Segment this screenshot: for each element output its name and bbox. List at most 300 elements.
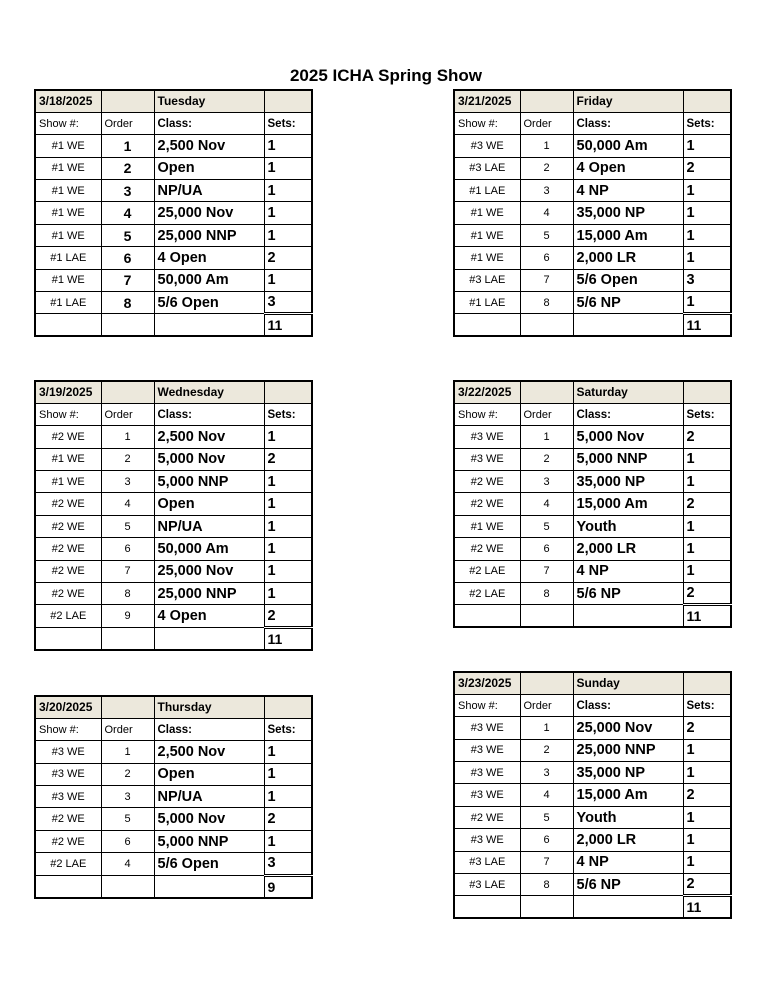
show-number-cell: #2 WE: [35, 830, 101, 852]
sets-header: Sets:: [264, 112, 312, 134]
blank-cell: [454, 896, 520, 918]
sets-cell: 1: [264, 763, 312, 785]
order-cell: 6: [520, 829, 573, 851]
sets-cell: 1: [683, 180, 731, 202]
table-row: [35, 830, 312, 852]
total-row: [454, 896, 731, 918]
class-cell: 25,000 NNP: [573, 739, 683, 761]
class-cell: 5,000 Nov: [154, 448, 264, 470]
show-number-header: Show #:: [35, 718, 101, 740]
show-number-cell: #3 WE: [454, 739, 520, 761]
class-cell: 5/6 NP: [573, 583, 683, 605]
order-cell: 2: [520, 739, 573, 761]
show-number-cell: #1 WE: [454, 247, 520, 269]
sets-cell: 1: [683, 851, 731, 873]
order-cell: 7: [101, 560, 154, 582]
total-sets-cell: 11: [264, 627, 312, 649]
table-row: [454, 224, 731, 246]
show-number-cell: #3 LAE: [454, 851, 520, 873]
schedule-table-wednesday: [34, 380, 313, 651]
show-number-cell: #3 WE: [35, 786, 101, 808]
sets-cell: 1: [264, 560, 312, 582]
show-number-cell: #1 LAE: [454, 292, 520, 314]
date-cell: 3/20/2025: [35, 696, 101, 718]
table-row: [35, 202, 312, 224]
sets-cell: 2: [264, 605, 312, 627]
sets-cell: 1: [264, 202, 312, 224]
show-number-cell: #1 WE: [35, 224, 101, 246]
class-cell: 25,000 NNP: [154, 583, 264, 605]
blank-cell: [520, 314, 573, 336]
order-cell: 4: [520, 784, 573, 806]
class-cell: 25,000 Nov: [154, 560, 264, 582]
header-blank-cell: [264, 90, 312, 112]
order-header: Order: [101, 112, 154, 134]
blank-cell: [454, 314, 520, 336]
sets-cell: 2: [683, 426, 731, 448]
header-blank-cell: [101, 90, 154, 112]
table-row: [35, 493, 312, 515]
sets-cell: 1: [683, 806, 731, 828]
header-blank-cell: [520, 90, 573, 112]
show-number-cell: #1 WE: [454, 224, 520, 246]
header-blank-cell: [101, 381, 154, 403]
show-number-cell: #2 WE: [35, 515, 101, 537]
table-row: [35, 515, 312, 537]
order-cell: 1: [101, 426, 154, 448]
class-cell: 50,000 Am: [154, 269, 264, 291]
header-blank-cell: [264, 381, 312, 403]
order-cell: 3: [520, 762, 573, 784]
class-cell: 15,000 Am: [573, 784, 683, 806]
class-cell: 25,000 Nov: [154, 202, 264, 224]
total-row: [35, 314, 312, 336]
sets-cell: 2: [264, 247, 312, 269]
show-number-cell: #2 WE: [454, 471, 520, 493]
order-cell: 2: [520, 448, 573, 470]
show-number-header: Show #:: [35, 403, 101, 425]
blank-cell: [573, 896, 683, 918]
class-cell: Open: [154, 157, 264, 179]
blank-cell: [573, 605, 683, 627]
show-number-header: Show #:: [454, 694, 520, 716]
date-cell: 3/19/2025: [35, 381, 101, 403]
class-header: Class:: [154, 718, 264, 740]
table-row: [35, 224, 312, 246]
order-header: Order: [520, 112, 573, 134]
class-cell: 5,000 Nov: [154, 808, 264, 830]
class-cell: 2,000 LR: [573, 829, 683, 851]
table-row: [35, 448, 312, 470]
table-row: [454, 560, 731, 582]
order-cell: 6: [520, 247, 573, 269]
sets-cell: 2: [264, 448, 312, 470]
order-cell: 4: [101, 493, 154, 515]
sets-cell: 1: [683, 202, 731, 224]
class-cell: 35,000 NP: [573, 762, 683, 784]
class-cell: 5/6 NP: [573, 292, 683, 314]
sets-cell: 1: [264, 426, 312, 448]
order-cell: 3: [101, 180, 154, 202]
class-cell: 5/6 Open: [573, 269, 683, 291]
date-cell: 3/18/2025: [35, 90, 101, 112]
total-sets-cell: 11: [683, 314, 731, 336]
order-header: Order: [101, 718, 154, 740]
sets-cell: 2: [683, 583, 731, 605]
order-cell: 3: [101, 786, 154, 808]
sets-cell: 1: [264, 224, 312, 246]
class-cell: 2,500 Nov: [154, 135, 264, 157]
show-number-header: Show #:: [35, 112, 101, 134]
blank-cell: [101, 314, 154, 336]
class-header: Class:: [573, 112, 683, 134]
show-number-cell: #3 WE: [454, 135, 520, 157]
order-cell: 7: [101, 269, 154, 291]
show-number-cell: #1 WE: [35, 269, 101, 291]
order-cell: 5: [520, 806, 573, 828]
order-cell: 6: [101, 830, 154, 852]
show-number-cell: #3 WE: [454, 762, 520, 784]
day-name-cell: Tuesday: [154, 90, 264, 112]
table-row: [35, 538, 312, 560]
sets-cell: 3: [264, 292, 312, 314]
table-row: [35, 157, 312, 179]
day-name-cell: Sunday: [573, 672, 683, 694]
sets-cell: 2: [683, 157, 731, 179]
sets-cell: 1: [683, 515, 731, 537]
table-row: [454, 471, 731, 493]
table-row: [454, 180, 731, 202]
order-cell: 7: [520, 269, 573, 291]
sets-cell: 1: [264, 471, 312, 493]
show-number-cell: #2 LAE: [454, 583, 520, 605]
show-number-cell: #3 LAE: [454, 269, 520, 291]
show-number-cell: #1 WE: [35, 202, 101, 224]
header-blank-cell: [520, 672, 573, 694]
date-cell: 3/23/2025: [454, 672, 520, 694]
show-number-cell: #2 WE: [454, 538, 520, 560]
order-cell: 1: [520, 135, 573, 157]
class-cell: 5/6 Open: [154, 292, 264, 314]
day-name-cell: Thursday: [154, 696, 264, 718]
show-number-cell: #3 WE: [35, 763, 101, 785]
day-name-cell: Wednesday: [154, 381, 264, 403]
class-cell: 5,000 NNP: [573, 448, 683, 470]
order-cell: 6: [520, 538, 573, 560]
table-row: [454, 202, 731, 224]
show-number-cell: #1 WE: [35, 471, 101, 493]
class-header: Class:: [573, 403, 683, 425]
table-row: [454, 829, 731, 851]
total-sets-cell: 11: [683, 605, 731, 627]
sets-cell: 1: [683, 135, 731, 157]
order-header: Order: [520, 403, 573, 425]
table-row: [454, 426, 731, 448]
order-cell: 5: [101, 515, 154, 537]
show-number-cell: #3 LAE: [454, 874, 520, 896]
order-header: Order: [520, 694, 573, 716]
show-number-cell: #2 WE: [35, 493, 101, 515]
blank-cell: [35, 875, 101, 897]
show-number-cell: #3 WE: [454, 829, 520, 851]
order-cell: 5: [520, 515, 573, 537]
sets-header: Sets:: [264, 718, 312, 740]
class-cell: 2,000 LR: [573, 538, 683, 560]
table-row: [35, 247, 312, 269]
class-cell: 35,000 NP: [573, 471, 683, 493]
total-sets-cell: 11: [264, 314, 312, 336]
schedule-table-sunday: [453, 671, 732, 919]
class-cell: 5/6 Open: [154, 853, 264, 875]
sets-cell: 1: [264, 786, 312, 808]
header-blank-cell: [520, 381, 573, 403]
table-row: [454, 851, 731, 873]
blank-cell: [101, 627, 154, 649]
show-number-cell: #2 WE: [454, 806, 520, 828]
table-row: [35, 605, 312, 627]
order-cell: 3: [520, 471, 573, 493]
class-cell: 15,000 Am: [573, 224, 683, 246]
show-number-cell: #2 WE: [35, 426, 101, 448]
sets-cell: 1: [683, 292, 731, 314]
table-row: [454, 157, 731, 179]
page-title: 2025 ICHA Spring Show: [289, 66, 483, 85]
sets-cell: 1: [683, 560, 731, 582]
show-number-cell: #1 WE: [454, 202, 520, 224]
sets-header: Sets:: [264, 403, 312, 425]
sets-cell: 1: [683, 538, 731, 560]
order-cell: 1: [520, 717, 573, 739]
table-row: [454, 135, 731, 157]
blank-cell: [454, 605, 520, 627]
class-header: Class:: [154, 112, 264, 134]
table-row: [454, 739, 731, 761]
class-cell: 2,000 LR: [573, 247, 683, 269]
blank-cell: [154, 875, 264, 897]
schedule-table-friday: [453, 89, 732, 337]
table-row: [454, 583, 731, 605]
sets-cell: 1: [264, 135, 312, 157]
sets-cell: 1: [683, 762, 731, 784]
show-number-cell: #2 LAE: [35, 605, 101, 627]
blank-cell: [154, 314, 264, 336]
class-cell: Open: [154, 763, 264, 785]
total-sets-cell: 9: [264, 875, 312, 897]
order-cell: 5: [101, 224, 154, 246]
class-cell: 5/6 NP: [573, 874, 683, 896]
class-cell: NP/UA: [154, 786, 264, 808]
sets-cell: 2: [264, 808, 312, 830]
order-cell: 1: [520, 426, 573, 448]
table-row: [35, 763, 312, 785]
table-row: [35, 180, 312, 202]
order-cell: 2: [101, 157, 154, 179]
schedule-table-tuesday: [34, 89, 313, 337]
class-cell: 4 Open: [154, 247, 264, 269]
table-row: [35, 786, 312, 808]
order-cell: 4: [520, 493, 573, 515]
show-number-cell: #1 LAE: [454, 180, 520, 202]
show-number-cell: #1 WE: [454, 515, 520, 537]
blank-cell: [573, 314, 683, 336]
blank-cell: [154, 627, 264, 649]
class-cell: 2,500 Nov: [154, 741, 264, 763]
show-number-cell: #2 WE: [35, 538, 101, 560]
sets-cell: 2: [683, 874, 731, 896]
table-row: [454, 717, 731, 739]
order-cell: 8: [520, 874, 573, 896]
order-cell: 4: [520, 202, 573, 224]
date-cell: 3/21/2025: [454, 90, 520, 112]
class-cell: NP/UA: [154, 180, 264, 202]
show-number-header: Show #:: [454, 403, 520, 425]
table-row: [35, 135, 312, 157]
sets-cell: 1: [264, 741, 312, 763]
show-number-cell: #2 LAE: [454, 560, 520, 582]
class-header: Class:: [154, 403, 264, 425]
header-blank-cell: [101, 696, 154, 718]
class-cell: 5,000 NNP: [154, 830, 264, 852]
table-row: [35, 741, 312, 763]
show-number-cell: #1 LAE: [35, 292, 101, 314]
sets-cell: 1: [683, 448, 731, 470]
table-row: [454, 493, 731, 515]
show-number-cell: #1 WE: [35, 448, 101, 470]
table-row: [454, 784, 731, 806]
order-cell: 5: [101, 808, 154, 830]
show-number-cell: #1 WE: [35, 157, 101, 179]
show-number-cell: #1 WE: [35, 180, 101, 202]
sets-cell: 1: [264, 538, 312, 560]
class-cell: 4 NP: [573, 180, 683, 202]
day-name-cell: Saturday: [573, 381, 683, 403]
class-cell: 15,000 Am: [573, 493, 683, 515]
show-number-cell: #3 WE: [35, 741, 101, 763]
class-cell: 50,000 Am: [573, 135, 683, 157]
table-row: [35, 560, 312, 582]
class-cell: 4 Open: [573, 157, 683, 179]
sets-cell: 1: [264, 515, 312, 537]
table-row: [35, 269, 312, 291]
order-cell: 5: [520, 224, 573, 246]
total-sets-cell: 11: [683, 896, 731, 918]
order-cell: 6: [101, 247, 154, 269]
order-cell: 2: [520, 157, 573, 179]
sets-cell: 1: [683, 829, 731, 851]
sets-header: Sets:: [683, 694, 731, 716]
total-row: [35, 875, 312, 897]
blank-cell: [35, 314, 101, 336]
sets-header: Sets:: [683, 403, 731, 425]
sets-cell: 1: [683, 739, 731, 761]
class-cell: 25,000 Nov: [573, 717, 683, 739]
table-row: [454, 515, 731, 537]
order-cell: 4: [101, 202, 154, 224]
sets-cell: 3: [264, 853, 312, 875]
sets-cell: 1: [683, 247, 731, 269]
table-row: [454, 538, 731, 560]
total-row: [35, 627, 312, 649]
blank-cell: [35, 627, 101, 649]
order-cell: 3: [520, 180, 573, 202]
order-cell: 8: [520, 583, 573, 605]
sets-cell: 2: [683, 717, 731, 739]
class-cell: NP/UA: [154, 515, 264, 537]
date-cell: 3/22/2025: [454, 381, 520, 403]
show-number-cell: #3 WE: [454, 717, 520, 739]
total-row: [454, 605, 731, 627]
order-header: Order: [101, 403, 154, 425]
show-number-cell: #2 WE: [454, 493, 520, 515]
show-number-header: Show #:: [454, 112, 520, 134]
sets-cell: 1: [683, 224, 731, 246]
header-blank-cell: [683, 672, 731, 694]
order-cell: 2: [101, 763, 154, 785]
class-cell: Open: [154, 493, 264, 515]
order-cell: 8: [101, 292, 154, 314]
blank-cell: [101, 875, 154, 897]
show-number-cell: #3 WE: [454, 426, 520, 448]
schedule-table-thursday: [34, 695, 313, 899]
class-cell: Youth: [573, 515, 683, 537]
show-number-cell: #2 WE: [35, 583, 101, 605]
table-row: [454, 269, 731, 291]
header-blank-cell: [683, 90, 731, 112]
sets-cell: 1: [264, 157, 312, 179]
show-number-cell: #2 WE: [35, 808, 101, 830]
order-cell: 4: [101, 853, 154, 875]
class-cell: Youth: [573, 806, 683, 828]
class-cell: 2,500 Nov: [154, 426, 264, 448]
schedule-table-saturday: [453, 380, 732, 628]
order-cell: 6: [101, 538, 154, 560]
order-cell: 2: [101, 448, 154, 470]
header-blank-cell: [264, 696, 312, 718]
order-cell: 7: [520, 851, 573, 873]
show-number-cell: #2 LAE: [35, 853, 101, 875]
sets-cell: 3: [683, 269, 731, 291]
show-number-cell: #1 LAE: [35, 247, 101, 269]
table-row: [35, 853, 312, 875]
sets-cell: 1: [683, 471, 731, 493]
table-row: [454, 292, 731, 314]
sets-cell: 1: [264, 269, 312, 291]
class-header: Class:: [573, 694, 683, 716]
table-row: [454, 247, 731, 269]
table-row: [454, 448, 731, 470]
show-number-cell: #1 WE: [35, 135, 101, 157]
sets-cell: 1: [264, 180, 312, 202]
class-cell: 4 NP: [573, 560, 683, 582]
class-cell: 5,000 NNP: [154, 471, 264, 493]
show-number-cell: #3 LAE: [454, 157, 520, 179]
order-cell: 3: [101, 471, 154, 493]
order-cell: 7: [520, 560, 573, 582]
class-cell: 25,000 NNP: [154, 224, 264, 246]
blank-cell: [520, 896, 573, 918]
sets-header: Sets:: [683, 112, 731, 134]
table-row: [454, 762, 731, 784]
class-cell: 50,000 Am: [154, 538, 264, 560]
table-row: [35, 426, 312, 448]
class-cell: 35,000 NP: [573, 202, 683, 224]
class-cell: 5,000 Nov: [573, 426, 683, 448]
table-row: [35, 583, 312, 605]
sets-cell: 1: [264, 493, 312, 515]
table-row: [454, 806, 731, 828]
blank-cell: [520, 605, 573, 627]
sets-cell: 1: [264, 583, 312, 605]
